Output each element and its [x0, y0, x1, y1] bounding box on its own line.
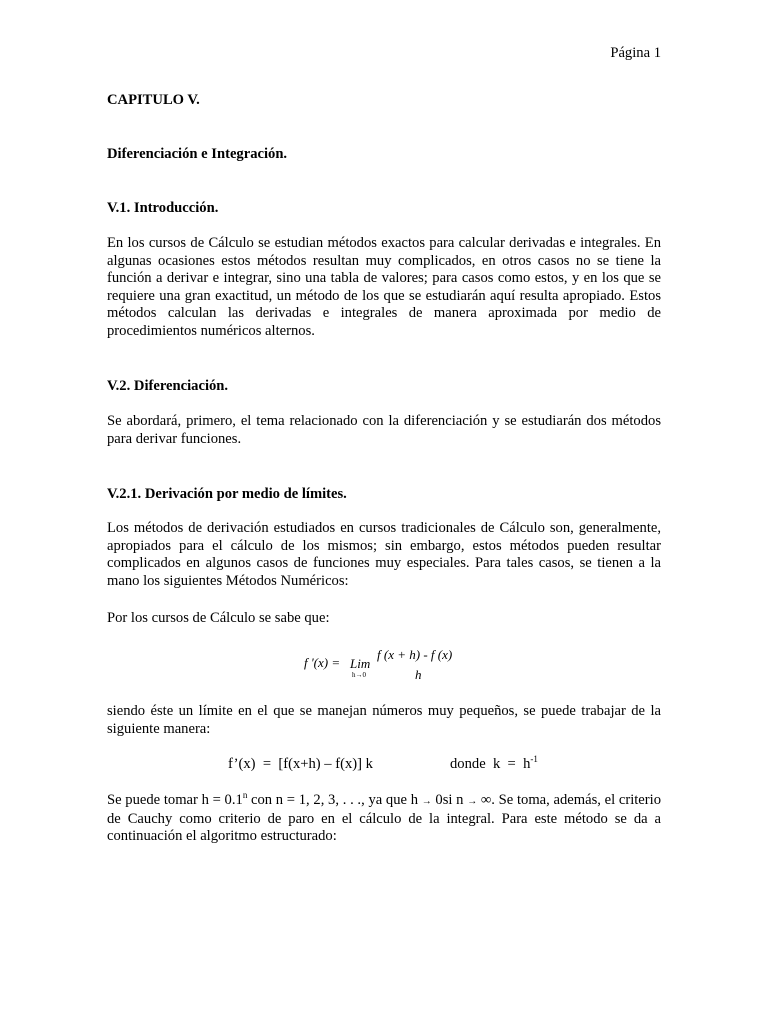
equation-k-text: donde k = h — [450, 756, 531, 772]
chapter-title: CAPITULO V. — [107, 92, 200, 108]
formula-lim-subscript: h→0 — [352, 671, 366, 679]
page-number: Página 1 — [610, 45, 661, 61]
paragraph-cauchy — [107, 792, 661, 846]
cauchy-text-1: Se puede tomar h = 0.1 — [107, 792, 243, 808]
arrow-symbol-1: → — [421, 796, 432, 807]
cauchy-exponent: n — [242, 790, 248, 800]
chapter-subtitle: Diferenciación e Integración. — [107, 146, 288, 162]
cauchy-text-4: ∞. Se toma, además, el criterio de Cauchy como criterio de paro en el cálculo de la integral. Para este método se da a continuación el algoritmo estructurado: — [107, 792, 661, 845]
equation-k-exponent: -1 — [530, 754, 538, 764]
section-heading-introduccion: V.1. Introducción. — [107, 200, 219, 216]
cauchy-text-3: 0si n — [431, 792, 468, 808]
formula-numerator: f (x + h) - f (x) — [377, 647, 453, 662]
paragraph-derivacion-metodos: Los métodos de derivación estudiados en cursos tradicionales de Cálculo son, generalmente, apropiados para el cálculo de los mismos; sin embargo, estos métodos pueden resultar complicados en algunos casos de funciones muy especiales. Para tales casos, se tienen a la mano los siguientes Métodos Numéricos: — [107, 520, 661, 589]
derivative-limit-formula — [300, 642, 480, 686]
equation-k-definition — [450, 756, 538, 773]
formula-denominator: h — [415, 667, 422, 682]
section-heading-derivacion-limites: V.2.1. Derivación por medio de límites. — [107, 486, 347, 502]
paragraph-limite: siendo éste un límite en el que se manejan números muy pequeños, se puede trabajar de la siguiente manera: — [107, 703, 661, 737]
paragraph-diferenciacion: Se abordará, primero, el tema relacionado con la diferenciación y se estudiarán dos métodos para derivar funciones. — [107, 413, 661, 447]
equation-derivative-approx: f’(x) = [f(x+h) – f(x)] k — [228, 756, 373, 772]
cauchy-text-2: con n = 1, 2, 3, . . ., ya que h — [247, 792, 422, 808]
paragraph-introduccion: En los cursos de Cálculo se estudian métodos exactos para calcular derivadas e integrales. En algunas ocasiones estos métodos resultan muy complicados, en otros casos no se tiene la función a derivar e integrar, sino una tabla de valores; para casos como estos, y en los que se requiere una gran exactitud, un método de los que se estudiarán aquí resulta apropiado. Estos métodos calculan las derivadas e integrales de manera aproximada por medio de procedimientos numéricos alternos. — [107, 235, 661, 339]
paragraph-sabe-que: Por los cursos de Cálculo se sabe que: — [107, 610, 330, 626]
section-heading-diferenciacion: V.2. Diferenciación. — [107, 378, 229, 394]
formula-lim: Lim — [350, 656, 371, 671]
formula-lhs: f '(x) = — [304, 655, 341, 670]
arrow-symbol-2: → — [467, 796, 478, 807]
